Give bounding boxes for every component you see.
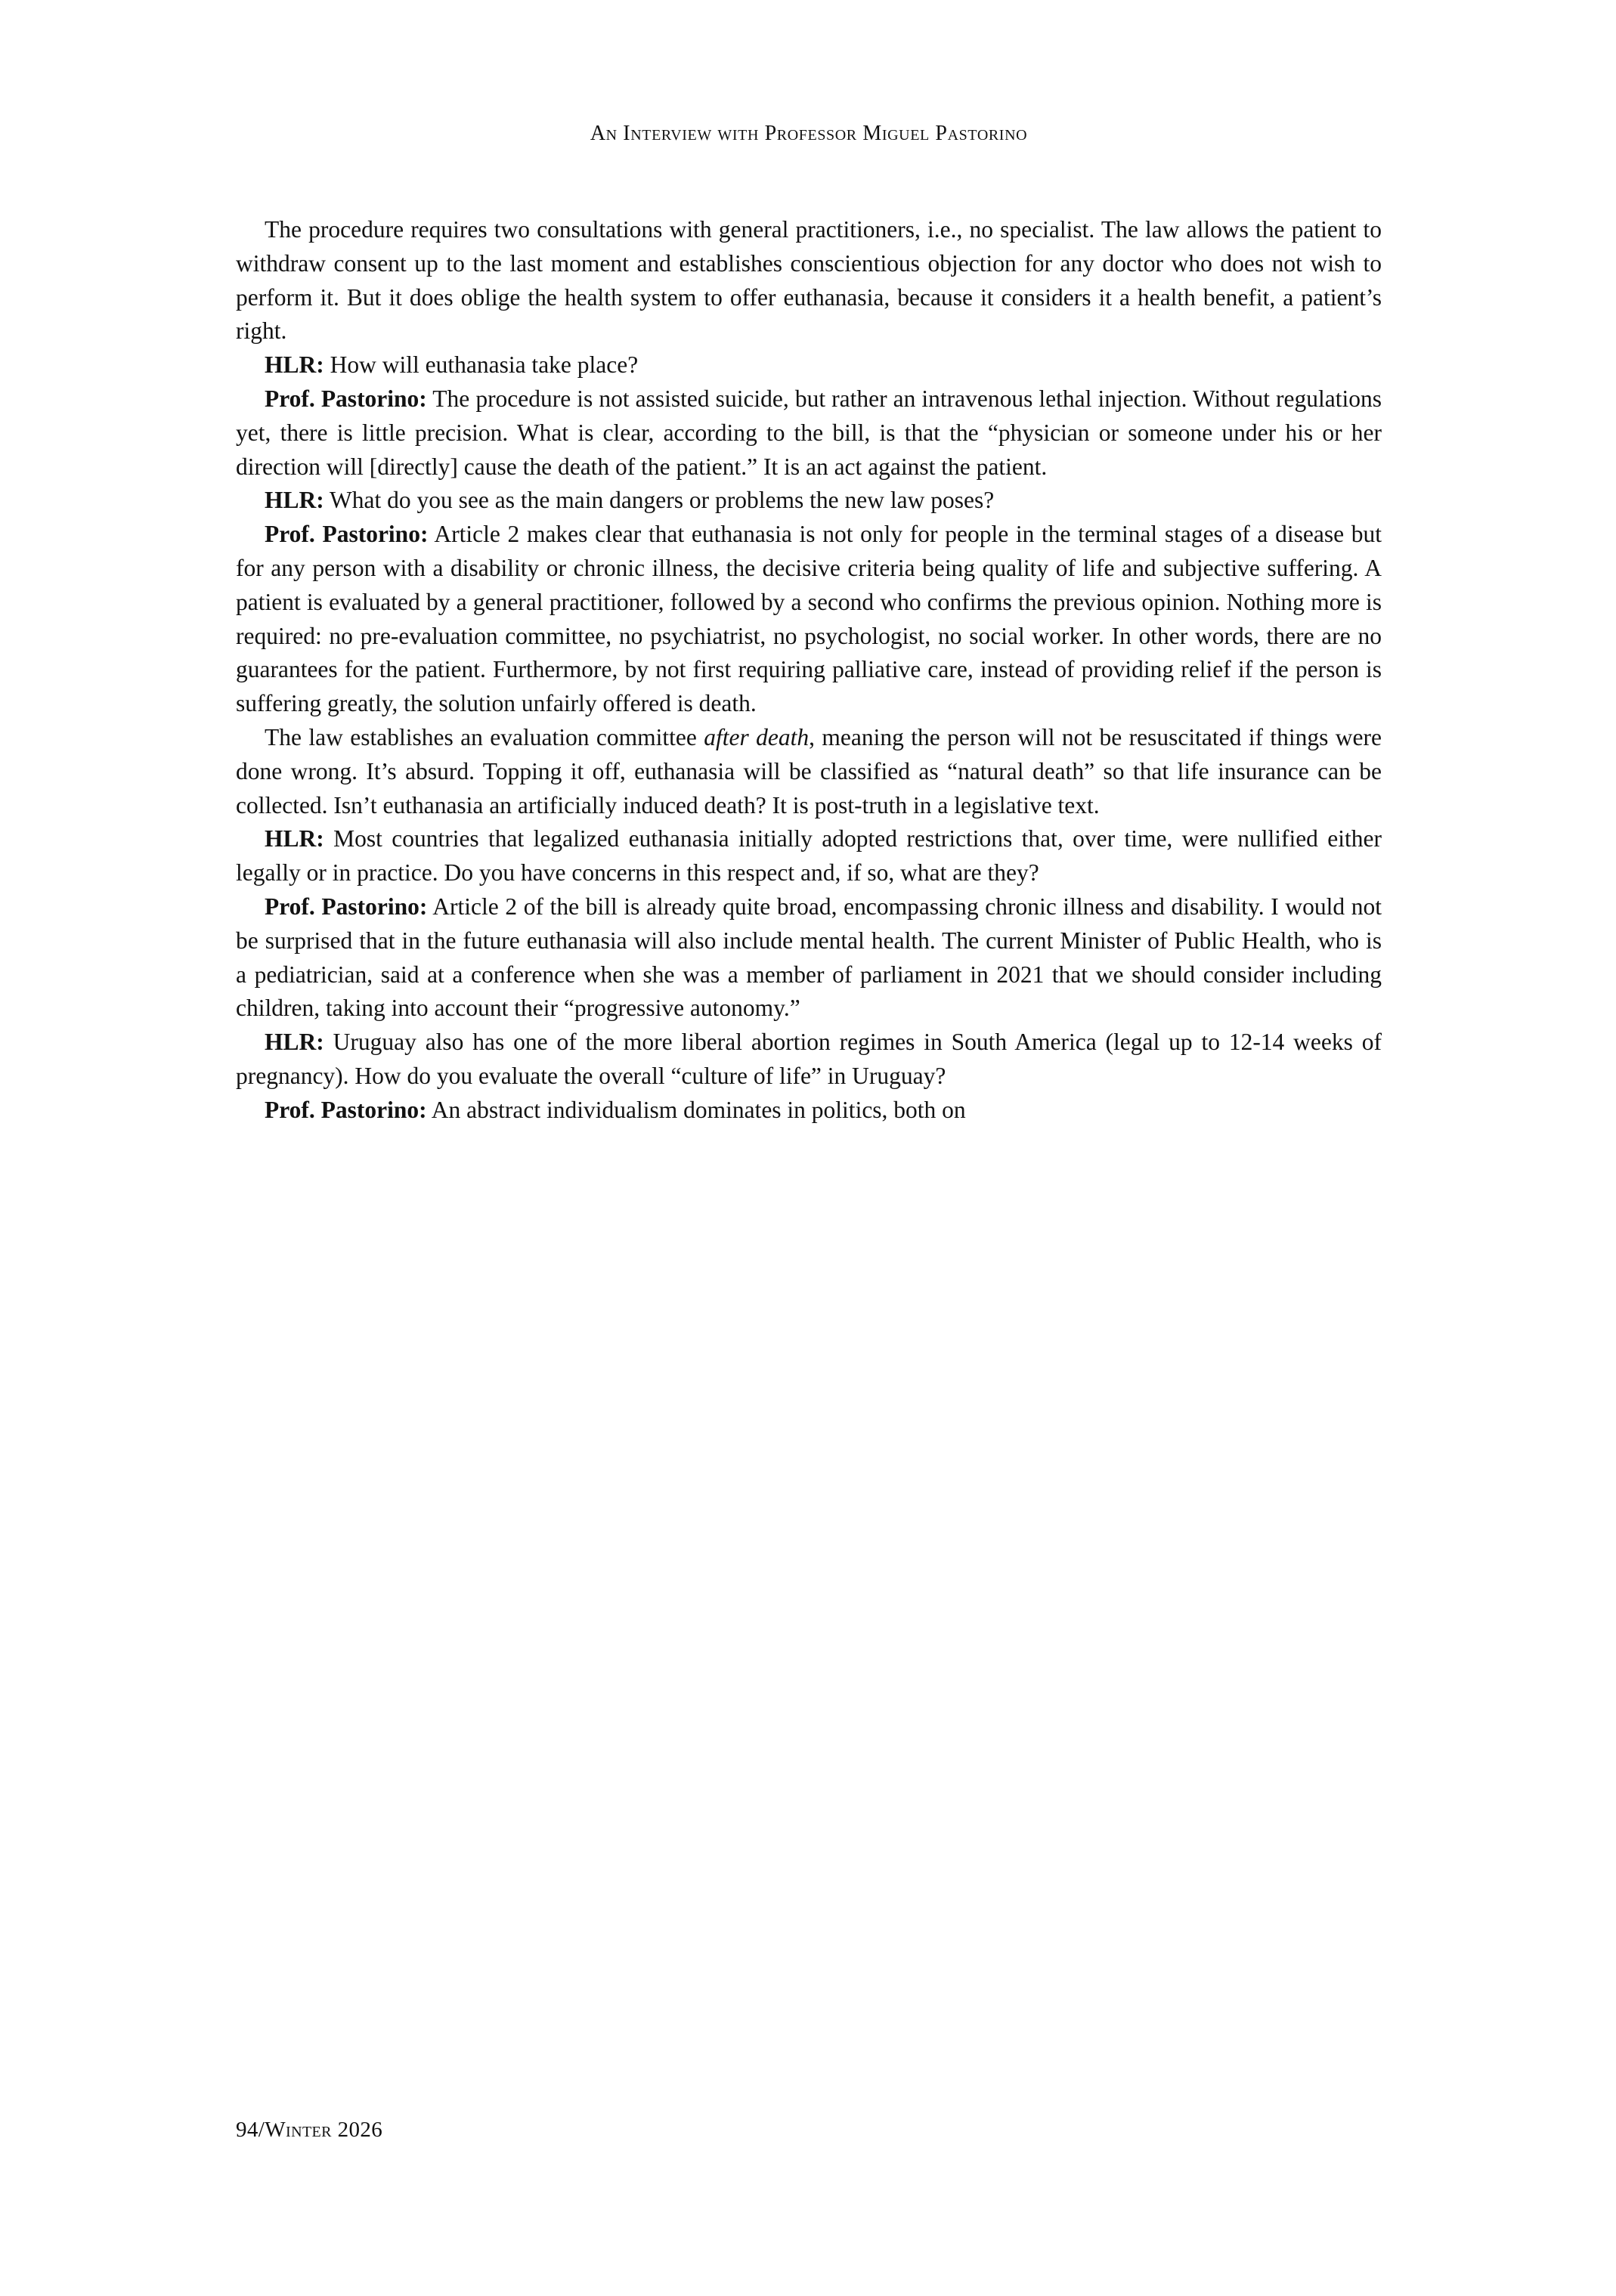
paragraph-4-question (236, 484, 1382, 518)
paragraph-text: Article 2 makes clear that euthanasia is not only for people in the terminal stages of a disease but for any person with a disability or chronic illness, the decisive criteria being quality of life and subjective suffering. A patient is evaluated by a general practitioner, followed by a second who confirms the previous opinion. Nothing more is required: no pre-evaluation committee, no psychiatrist, no psychologist, no social worker. In other words, there are no guarantees for the patient. Furthermore, by not first requiring palliative care, instead of providing relief if the person is suffering greatly, the solution unfairly offered is death. (236, 521, 1382, 717)
paragraph-text: What do you see as the main dangers or problems the new law poses? (324, 487, 995, 514)
paragraph-7-question (236, 822, 1382, 890)
speaker-label-pastorino: Prof. Pastorino: (265, 893, 428, 920)
speaker-label-hlr: HLR: (265, 1029, 324, 1056)
page-folio (236, 2118, 382, 2143)
running-head: An Interview with Professor Miguel Pastorino (590, 122, 1028, 145)
folio-page-number: 94/ (236, 2118, 265, 2142)
paragraph-text: Most countries that legalized euthanasia initially adopted restrictions that, over time, were nullified either legally or in practice. Do you have concerns in this respect and, if so, what are they? (236, 825, 1382, 887)
paragraph-text: The procedure is not assisted suicide, but rather an intravenous lethal injection. Without regulations yet, there is little precision. What is clear, according to the bill, is that the “physician or someone under his or her direction will [directly] cause the death of the patient.” It is an act against the patient. (236, 385, 1382, 480)
paragraph-text: Article 2 of the bill is already quite broad, encompassing chronic illness and disability. I would not be surprised that in the future euthanasia will also include mental health. The current Minister of Public Health, who is a pediatrician, said at a conference when she was a member of parliament in 2021 that we should consider including children, taking into account their “progressive autonomy.” (236, 893, 1382, 1022)
speaker-label-hlr: HLR: (265, 487, 324, 514)
speaker-label-hlr: HLR: (265, 825, 324, 852)
paragraph-text: The procedure requires two consultations with general practitioners, i.e., no specialist. The law allows the patient to withdraw consent up to the last moment and establishes conscientious objection for any doctor who does not wish to perform it. But it does oblige the health system to offer euthanasia, because it considers it a health benefit, a patient’s right. (236, 216, 1382, 345)
paragraph-text: Uruguay also has one of the more liberal abortion regimes in South America (legal up to 12-14 weeks of pregnancy). How do you evaluate the overall “culture of life” in Uruguay? (236, 1029, 1382, 1089)
paragraph-8-answer (236, 890, 1382, 1026)
folio-issue: Winter 2026 (265, 2118, 383, 2142)
speaker-label-hlr: HLR: (265, 351, 324, 379)
paragraph-1 (236, 213, 1382, 348)
paragraph-5-answer (236, 518, 1382, 721)
paragraph-text: An abstract individualism dominates in politics, both on (426, 1096, 966, 1123)
paragraph-text-before: The law establishes an evaluation committee (265, 723, 704, 750)
speaker-label-pastorino: Prof. Pastorino: (265, 385, 427, 412)
paragraph-text: How will euthanasia take place? (324, 351, 639, 379)
speaker-label-pastorino: Prof. Pastorino: (265, 521, 429, 548)
paragraph-10-answer (236, 1094, 1382, 1128)
speaker-label-pastorino: Prof. Pastorino: (265, 1096, 427, 1123)
paragraph-text-after: , meaning the person will not be resuscitated if things were done wrong. It’s absurd. Topping it off, euthanasia will be classified as “natural death” so that life insurance can be collected. Isn’t euthanasia an artificially induced death? It is post-truth in a legislative text. (236, 723, 1382, 818)
article-body (236, 213, 1382, 1128)
emphasis-after-death: after death (704, 723, 810, 750)
paragraph-3-answer (236, 382, 1382, 484)
paragraph-9-question (236, 1026, 1382, 1094)
paragraph-2-question (236, 348, 1382, 382)
paragraph-6-narrative (236, 721, 1382, 822)
